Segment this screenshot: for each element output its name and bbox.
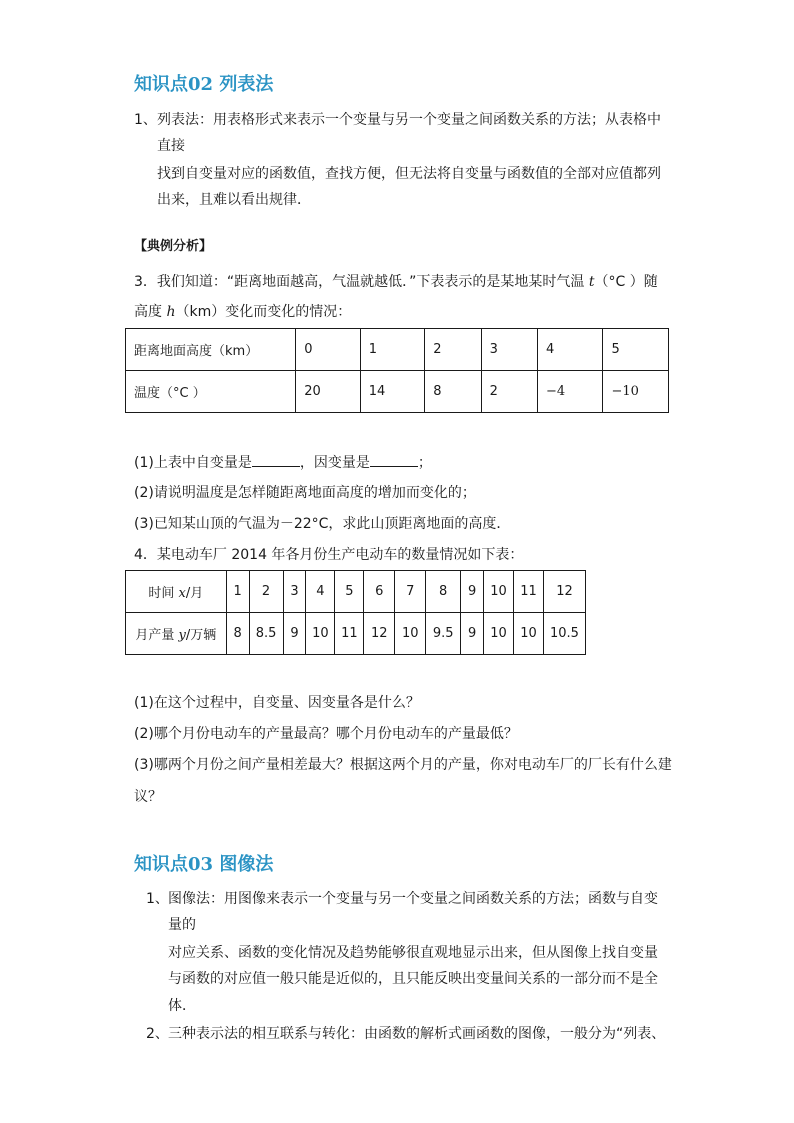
q4-sub2: (2)哪个月份电动车的产量最高？哪个月份电动车的产量最低？ <box>134 726 518 742</box>
q4-sub3-line2: 议？ <box>134 789 162 805</box>
q4-table-cell: 10 <box>484 571 514 613</box>
q3-table-cell: 0 <box>296 329 360 371</box>
q3-sub1-text-a: (1)上表中自变量是 <box>134 455 252 471</box>
q3-table-header-height: 距离地面高度（km） <box>126 329 296 371</box>
q3-table-cell: 2 <box>481 371 537 413</box>
q3-table-cell: 2 <box>425 329 481 371</box>
q4-table-cell: 3 <box>283 571 306 613</box>
q4-table-cell: 9.5 <box>426 613 461 655</box>
kp03-item1-line1: 图像法：用图像来表示一个变量与另一个变量之间函数关系的方法；函数与自变 <box>168 891 658 907</box>
q4-table-cell: 9 <box>461 613 484 655</box>
kp03-item1-line5: 体． <box>168 998 196 1014</box>
q4-monthly-production-table <box>125 570 586 655</box>
kp03-item2-line1: 三种表示法的相互联系与转化：由函数的解析式画函数的图像，一般分为“列表、 <box>168 1026 666 1042</box>
q4-table-cell: 12 <box>364 613 395 655</box>
q3-table-row-temperature <box>126 371 669 413</box>
section-title-kp03: 知识点03 图像法 <box>134 854 274 875</box>
q4-table-header-output: 月产量 y/万辆 <box>126 613 227 655</box>
q3-table-cell: 5 <box>603 329 669 371</box>
q4-table-cell: 10.5 <box>543 613 585 655</box>
q4-table-cell: 11 <box>335 613 364 655</box>
q4-table-cell: 12 <box>543 571 585 613</box>
kp02-item1-line2: 直接 <box>157 138 185 154</box>
kp03-item2-number: 2、 <box>146 1026 169 1042</box>
q3-line2-text-a: 高度 <box>134 304 167 320</box>
kp02-item1-line1: 列表法：用表格形式来表示一个变量与另一个变量之间函数关系的方法；从表格中 <box>157 112 661 128</box>
q4-table-cell: 2 <box>249 571 283 613</box>
q3-table-cell: 14 <box>360 371 424 413</box>
q4-table-cell: 5 <box>335 571 364 613</box>
kp03-item1-line2: 量的 <box>168 917 196 933</box>
q3-table-cell: 20 <box>296 371 360 413</box>
q3-sub1-text-c: ； <box>417 455 432 471</box>
q4-table-header-month: 时间 x/月 <box>126 571 227 613</box>
q3-line1 <box>134 272 658 292</box>
q4-table-cell: 6 <box>364 571 395 613</box>
kp03-item1-line3: 对应关系、函数的变化情况及趋势能够很直观地显示出来，但从图像上找自变量 <box>168 945 658 961</box>
q3-line1-text-b: （°C ）随 <box>594 274 658 290</box>
q4-table-cell: 10 <box>395 613 426 655</box>
q4-table-cell: 11 <box>514 571 544 613</box>
q4-table-cell: 7 <box>395 571 426 613</box>
kp02-item1-line4: 出来，且难以看出规律． <box>157 192 311 208</box>
q3-height-temperature-table <box>125 328 669 413</box>
q3-table-cell: 1 <box>360 329 424 371</box>
q3-sub1-text-b: ，因变量是 <box>299 455 370 471</box>
q4-table-cell: 1 <box>226 571 249 613</box>
q3-sub2: (2)请说明温度是怎样随距离地面高度的增加而变化的； <box>134 485 476 501</box>
answer-blank[interactable] <box>370 452 418 467</box>
q4-table-cell: 8 <box>226 613 249 655</box>
q4-table-cell: 10 <box>514 613 544 655</box>
q3-table-cell: 3 <box>481 329 537 371</box>
q3-sub3: (3)已知某山顶的气温为－22°C，求此山顶距离地面的高度． <box>134 516 511 532</box>
kp02-item1-number: 1、 <box>134 112 157 128</box>
q4-intro: 4．某电动车厂 2014 年各月份生产电动车的数量情况如下表： <box>134 547 524 563</box>
kp03-item1-number: 1、 <box>146 891 169 907</box>
q4-sub1: (1)在这个过程中，自变量、因变量各是什么？ <box>134 695 420 711</box>
q4-table-cell: 8.5 <box>249 613 283 655</box>
kp03-item1-line4: 与函数的对应值一般只能是近似的，且只能反映出变量间关系的一部分而不是全 <box>168 971 658 987</box>
q4-table-cell: 9 <box>461 571 484 613</box>
q3-line2-text-b: （km）变化而变化的情况： <box>175 304 352 320</box>
q4-sub3-line1: (3)哪两个月份之间产量相差最大？根据这两个月的产量，你对电动车厂的厂长有什么建 <box>134 757 672 773</box>
q3-table-cell: −10 <box>603 371 669 413</box>
section-title-kp02: 知识点02 列表法 <box>134 74 274 95</box>
answer-blank[interactable] <box>252 452 300 467</box>
q3-sub1 <box>134 452 432 473</box>
q4-table-cell: 4 <box>306 571 335 613</box>
q3-table-row-height <box>126 329 669 371</box>
q3-var-t: t <box>588 274 595 290</box>
q4-table-cell: 9 <box>283 613 306 655</box>
q3-table-cell: −4 <box>538 371 603 413</box>
q4-table-cell: 10 <box>306 613 335 655</box>
q3-line1-text-a: 3．我们知道：“距离地面越高，气温就越低．”下表表示的是某地某时气温 <box>134 274 589 290</box>
q3-table-cell: 4 <box>538 329 603 371</box>
q4-table-cell: 8 <box>426 571 461 613</box>
q3-line2 <box>134 302 351 322</box>
q4-table-cell: 10 <box>484 613 514 655</box>
q3-var-h: h <box>166 304 176 320</box>
q4-table-row-output <box>126 613 586 655</box>
q3-table-cell: 8 <box>425 371 481 413</box>
q4-table-row-month <box>126 571 586 613</box>
q3-table-header-temperature: 温度（°C ） <box>126 371 296 413</box>
example-label: 【典例分析】 <box>134 239 213 254</box>
kp02-item1-line3: 找到自变量对应的函数值，查找方便，但无法将自变量与函数值的全部对应值都列 <box>157 166 661 182</box>
